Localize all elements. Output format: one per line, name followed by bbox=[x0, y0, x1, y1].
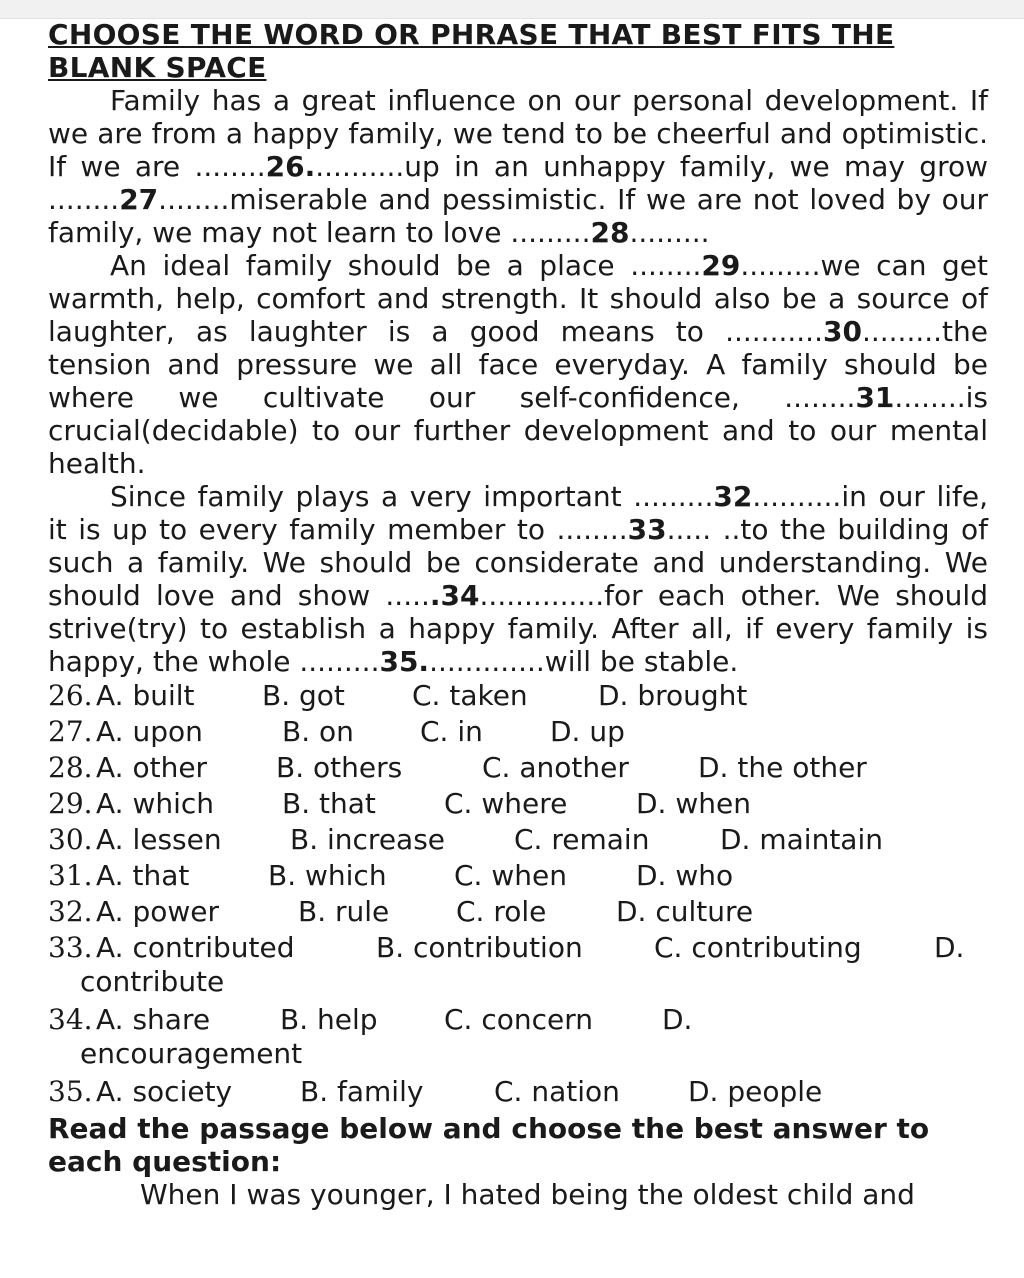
passage-text: miserable and pessimistic. If we are not loved by our family, we may not learn to love bbox=[48, 183, 988, 249]
section-heading-2: Read the passage below and choose the best answer to each question: bbox=[48, 1112, 930, 1178]
passage-paragraph-1 bbox=[48, 84, 988, 249]
blank-number: 30 bbox=[822, 315, 862, 348]
option-a: A. that bbox=[96, 859, 190, 892]
question-item bbox=[48, 786, 988, 822]
question-number: 33. bbox=[48, 931, 93, 964]
passage-text: Family has a great influence on our personal development. If we are from a happy family, we tend to be cheerful and optimistic. If we are bbox=[48, 84, 988, 183]
option-a: A. built bbox=[96, 679, 195, 712]
option-b: B. contribution bbox=[376, 931, 583, 964]
question-number: 31. bbox=[48, 859, 93, 892]
question-item bbox=[48, 750, 988, 786]
blank-space bbox=[194, 150, 404, 183]
option-c: C. concern bbox=[444, 1003, 594, 1036]
question-list bbox=[48, 678, 988, 1110]
blank-dots: .......... bbox=[315, 150, 405, 183]
option-d: D. bbox=[662, 1003, 693, 1036]
blank-space bbox=[385, 579, 604, 612]
blank-dots: ............. bbox=[429, 645, 545, 678]
passage-text: in our life, it is up to every family member to bbox=[48, 480, 988, 546]
option-a: A. power bbox=[96, 895, 220, 928]
blank-dots: ........ bbox=[556, 513, 628, 546]
passage-text: Since family plays a very important bbox=[110, 480, 634, 513]
blank-dots: ......... bbox=[299, 645, 380, 678]
option-d: D. maintain bbox=[720, 823, 883, 856]
option-c: C. contributing bbox=[654, 931, 862, 964]
option-b: B. others bbox=[276, 751, 403, 784]
blank-space bbox=[556, 513, 711, 546]
question-number: 27. bbox=[48, 715, 93, 748]
option-d: D. culture bbox=[616, 895, 754, 928]
blank-space bbox=[48, 183, 229, 216]
blank-dots: ........ bbox=[630, 249, 702, 282]
question-item bbox=[48, 858, 988, 894]
blank-dots: ........ bbox=[194, 150, 266, 183]
blank-space bbox=[630, 249, 820, 282]
option-d: D. up bbox=[550, 715, 625, 748]
option-d: D. when bbox=[636, 787, 751, 820]
option-b: B. on bbox=[282, 715, 354, 748]
option-a: A. contributed bbox=[96, 931, 295, 964]
option-c: C. taken bbox=[412, 679, 528, 712]
question-number: 26. bbox=[48, 679, 93, 712]
question-item bbox=[48, 1002, 988, 1074]
passage-paragraph-2 bbox=[48, 249, 988, 480]
option-c: C. nation bbox=[494, 1075, 620, 1108]
option-b: B. increase bbox=[290, 823, 446, 856]
blank-number: 26. bbox=[265, 150, 316, 183]
blank-number: 27 bbox=[119, 183, 159, 216]
question-item bbox=[48, 714, 988, 750]
option-a: A. other bbox=[96, 751, 208, 784]
blank-number: 33 bbox=[627, 513, 667, 546]
blank-dots: ......... bbox=[510, 216, 591, 249]
question-number: 32. bbox=[48, 895, 93, 928]
question-item bbox=[48, 678, 988, 714]
question-number: 30. bbox=[48, 823, 93, 856]
option-d: D. the other bbox=[698, 751, 867, 784]
cloze-passage bbox=[48, 84, 988, 678]
option-d-text: contribute bbox=[80, 965, 225, 998]
option-b: B. that bbox=[282, 787, 376, 820]
question-number: 34. bbox=[48, 1003, 93, 1036]
option-c: C. role bbox=[456, 895, 547, 928]
blank-dots: ........ bbox=[158, 183, 230, 216]
option-d: D. brought bbox=[598, 679, 748, 712]
blank-dots: ........ bbox=[894, 381, 966, 414]
blank-number: 28 bbox=[590, 216, 630, 249]
section-heading: CHOOSE THE WORD OR PHRASE THAT BEST FITS THE BLANK SPACE bbox=[48, 18, 895, 84]
blank-space bbox=[784, 381, 965, 414]
option-d-text: encouragement bbox=[80, 1037, 303, 1070]
blank-number: 32 bbox=[713, 480, 753, 513]
question-item bbox=[48, 822, 988, 858]
blank-dots: ..... bbox=[666, 513, 712, 546]
blank-dots: ........... bbox=[725, 315, 823, 348]
option-c: C. where bbox=[444, 787, 568, 820]
top-bar bbox=[0, 0, 1024, 19]
option-c: C. when bbox=[454, 859, 567, 892]
blank-space bbox=[299, 645, 544, 678]
passage-text: the tension and pressure we all face everyday. A family should be where we cultivate our self-confidence, bbox=[48, 315, 988, 414]
option-d: D. who bbox=[636, 859, 734, 892]
option-c: C. remain bbox=[514, 823, 650, 856]
passage-text: we can get warmth, help, comfort and strength. It should also be a source of laughter, as laughter is a good means to bbox=[48, 249, 988, 348]
option-a: A. which bbox=[96, 787, 215, 820]
option-a: A. share bbox=[96, 1003, 211, 1036]
blank-dots: ..... bbox=[385, 579, 430, 612]
blank-number: 35. bbox=[379, 645, 430, 678]
option-b: B. got bbox=[262, 679, 345, 712]
next-passage-line: When I was younger, I hated being the oldest child and bbox=[140, 1178, 915, 1211]
question-number: 35. bbox=[48, 1075, 93, 1108]
blank-space bbox=[510, 216, 709, 249]
blank-dots: ......... bbox=[629, 216, 710, 249]
question-number: 28. bbox=[48, 751, 93, 784]
blank-dots: ........ bbox=[784, 381, 856, 414]
passage-text: will be stable. bbox=[544, 645, 739, 678]
option-b: B. which bbox=[268, 859, 387, 892]
blank-dots: ......... bbox=[633, 480, 714, 513]
blank-number: .34 bbox=[429, 579, 480, 612]
passage-paragraph-3 bbox=[48, 480, 988, 678]
blank-dots: ......... bbox=[740, 249, 821, 282]
question-item bbox=[48, 930, 988, 1002]
blank-space bbox=[633, 480, 841, 513]
blank-number: 29 bbox=[701, 249, 741, 282]
passage-text: ..to the building of such a family. We should be considerate and understanding. We should love and show bbox=[48, 513, 988, 612]
option-b: B. help bbox=[280, 1003, 378, 1036]
passage-text: for each other. We should strive(try) to establish a happy family. After all, if every family is happy, the whole bbox=[48, 579, 988, 678]
option-b: B. rule bbox=[298, 895, 390, 928]
option-a: A. upon bbox=[96, 715, 203, 748]
question-item bbox=[48, 1074, 988, 1110]
question-item bbox=[48, 894, 988, 930]
option-c: C. another bbox=[482, 751, 629, 784]
option-d: D. people bbox=[688, 1075, 823, 1108]
blank-dots: ......... bbox=[861, 315, 943, 348]
passage-text: An ideal family should be a place bbox=[110, 249, 631, 282]
option-d: D. bbox=[934, 931, 965, 964]
worksheet bbox=[48, 18, 988, 1211]
blank-space bbox=[725, 315, 942, 348]
blank-dots: .......... bbox=[752, 480, 842, 513]
blank-dots: ........ bbox=[48, 183, 120, 216]
question-number: 29. bbox=[48, 787, 93, 820]
option-b: B. family bbox=[300, 1075, 424, 1108]
option-a: A. lessen bbox=[96, 823, 222, 856]
passage-text: is crucial(decidable) to our further development and to our mental health. bbox=[48, 381, 988, 480]
passage-text: up in an unhappy family, we may grow bbox=[404, 150, 988, 183]
option-a: A. society bbox=[96, 1075, 233, 1108]
blank-number: 31 bbox=[855, 381, 895, 414]
option-c: C. in bbox=[420, 715, 483, 748]
blank-dots: .............. bbox=[479, 579, 605, 612]
